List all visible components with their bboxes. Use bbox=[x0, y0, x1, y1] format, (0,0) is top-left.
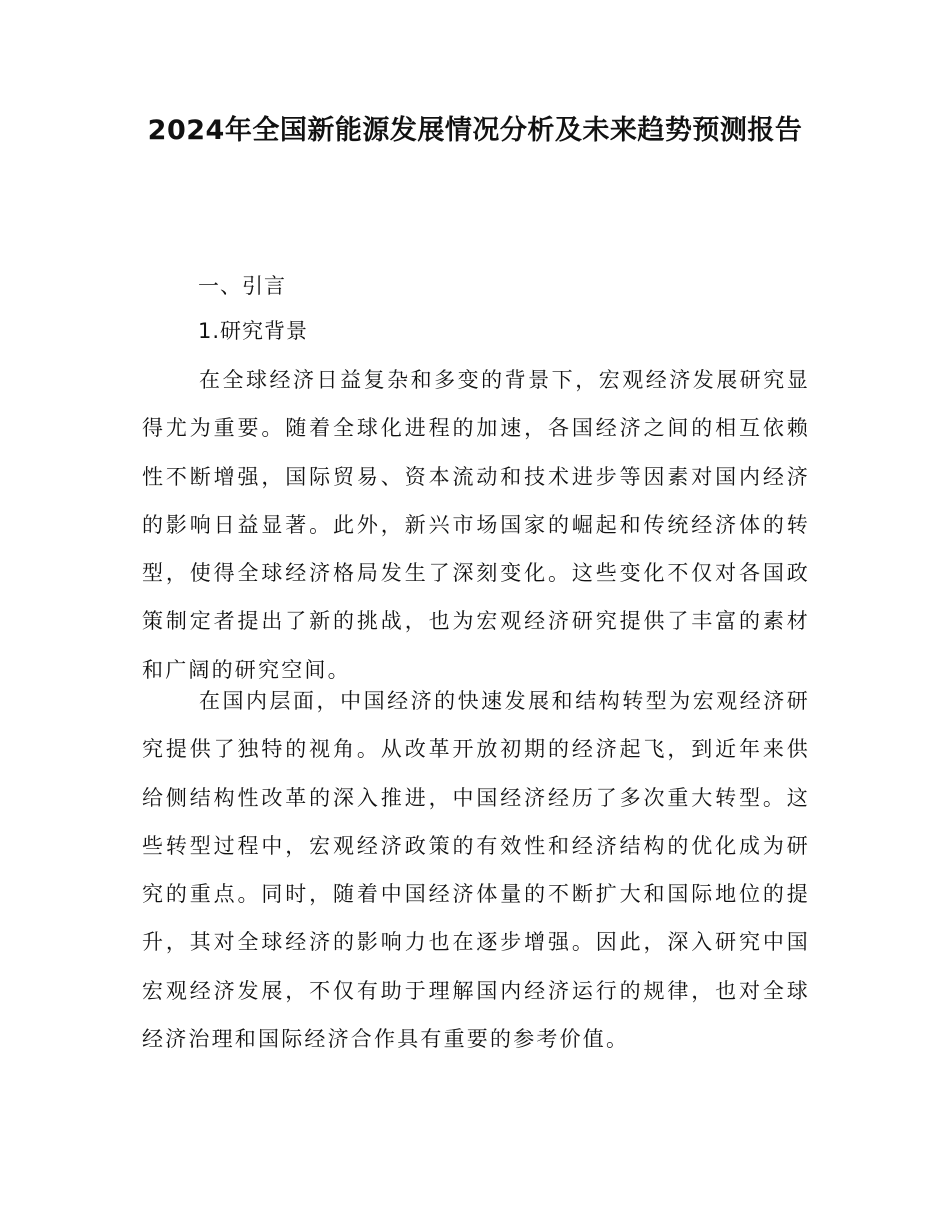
body-paragraph: 在国内层面，中国经济的快速发展和结构转型为宏观经济研究提供了独特的视角。从改革开放初期的经济起飞，到近年来供给侧结构性改革的深入推进，中国经济经历了多次重大转型。这些转型过程中，宏观经济政策的有效性和经济结构的优化成为研究的重点。同时，随着中国经济体量的不断扩大和国际地位的提升，其对全球经济的影响力也在逐步增强。因此，深入研究中国宏观经济发展，不仅有助于理解国内经济运行的规律，也对全球经济治理和国际经济合作具有重要的参考价值。 bbox=[142, 689, 810, 1052]
document-title: 2024年全国新能源发展情况分析及未来趋势预测报告 bbox=[147, 115, 803, 146]
section-heading: 一、引言 bbox=[198, 274, 286, 298]
subsection-heading: 1.研究背景 bbox=[198, 319, 309, 343]
body-paragraph: 在全球经济日益复杂和多变的背景下，宏观经济发展研究显得尤为重要。随着全球化进程的加速，各国经济之间的相互依赖性不断增强，国际贸易、资本流动和技术进步等因素对国内经济的影响日益显著。此外，新兴市场国家的崛起和传统经济体的转型，使得全球经济格局发生了深刻变化。这些变化不仅对各国政策制定者提出了新的挑战，也为宏观经济研究提供了丰富的素材和广阔的研究空间。 bbox=[142, 368, 810, 682]
